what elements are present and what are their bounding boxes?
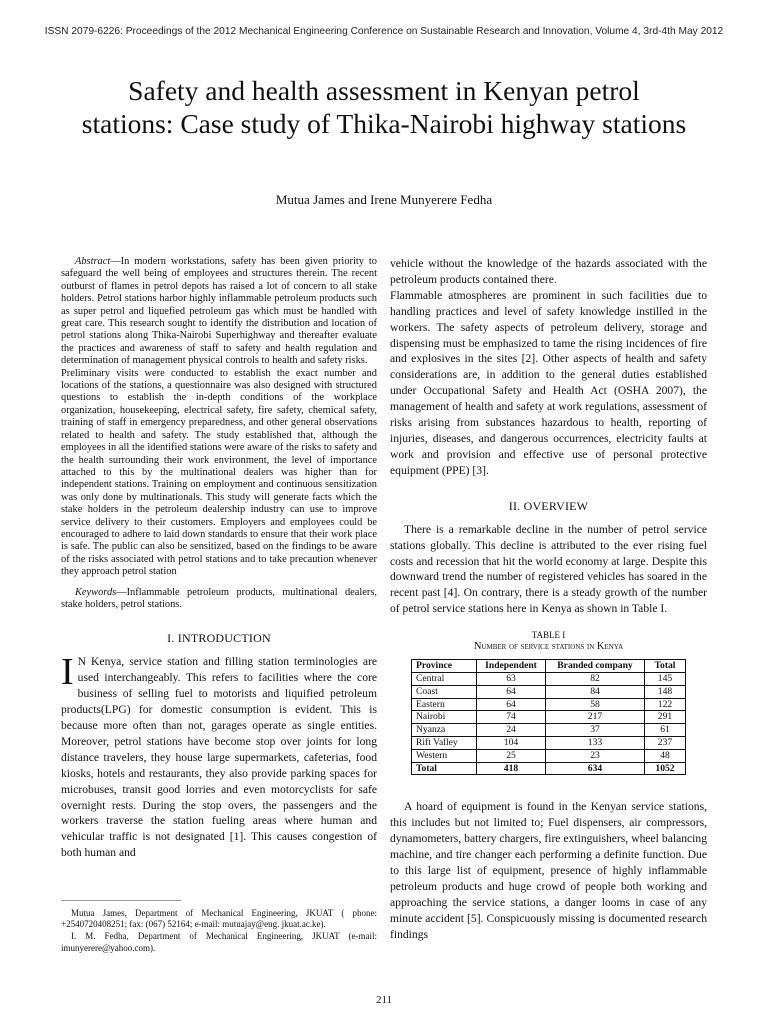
table-cell: Nyanza bbox=[412, 724, 477, 737]
footnote-first-author: Mutua James, Department of Mechanical Engineering, JKUAT ( phone: +2540720408251; fax: (067) 52164; e-mail: mutuajay@eng. jkuat.ac.ke). bbox=[61, 908, 377, 930]
abstract-paragraph-1 bbox=[61, 256, 377, 368]
table-cell: 145 bbox=[645, 672, 686, 685]
right-column bbox=[390, 256, 707, 942]
table-cell: 237 bbox=[645, 736, 686, 749]
keywords bbox=[61, 587, 377, 612]
table-row bbox=[412, 749, 686, 762]
table-cell: 63 bbox=[477, 672, 546, 685]
table-row bbox=[412, 698, 686, 711]
column-header-province: Province bbox=[412, 660, 477, 673]
table-cell: 58 bbox=[546, 698, 645, 711]
table-cell: 217 bbox=[546, 711, 645, 724]
table-header-row bbox=[412, 660, 686, 673]
table-cell: 291 bbox=[645, 711, 686, 724]
table-cell: Rift Valley bbox=[412, 736, 477, 749]
table-cell: 104 bbox=[477, 736, 546, 749]
section-heading-introduction: I. INTRODUCTION bbox=[167, 631, 271, 646]
table-cell: 148 bbox=[645, 685, 686, 698]
table-cell: 64 bbox=[477, 698, 546, 711]
table-row bbox=[412, 711, 686, 724]
table-cell: Total bbox=[412, 762, 477, 775]
footnotes bbox=[61, 908, 377, 955]
table-cell: 23 bbox=[546, 749, 645, 762]
drop-cap: I bbox=[61, 651, 74, 694]
table-cell: 37 bbox=[546, 724, 645, 737]
abstract bbox=[61, 256, 377, 579]
keywords-text: —Inflammable petroleum products, multinational dealers, stake holders, petrol stations. bbox=[61, 586, 377, 610]
section-heading-overview: II. OVERVIEW bbox=[508, 498, 589, 513]
left-column bbox=[61, 256, 377, 861]
abstract-text-1: —In modern workstations, safety has been given priority to safeguard the well being of employees and structures therein. The recent outburst of flames in petrol depots has raised a lot of concern to all stake holders. Petrol stations harbor highly inflammable petroleum products such as super petrol and liquefied petroleum gas which must be handled with great care. This research sought to identify the distribution and location of petrol stations along Thika-Nairobi Superhighway and thereafter evaluate the practices and awareness of staff to safety and health regulation and determination of management physical controls to health and safety risks. bbox=[61, 256, 377, 367]
table-cell: Nairobi bbox=[412, 711, 477, 724]
table-row bbox=[412, 724, 686, 737]
introduction-text: N Kenya, service station and filling station terminologies are used interchangeably. This refers to facilities where the core business of selling fuel to motorists and liquified petroleum products(LPG) for domestic consumption is evident. This is because more often than not, garages operate as single entities. Moreover, petrol stations have become stop over joints for long distance travelers, they house large supermarkets, cafeterias, food kiosks, hotels and restaurants, they also provide parking spaces for microbuses, transit good lorries and even motorcyclists for safe overnight rests. During the stop overs, the passengers and the workers traverse the station fueling areas where human and vehicular traffic is not designated [1]. This causes congestion of both human and bbox=[61, 655, 377, 860]
table-cell: 48 bbox=[645, 749, 686, 762]
table-row bbox=[412, 736, 686, 749]
table-cell: 634 bbox=[546, 762, 645, 775]
column-header-total: Total bbox=[645, 660, 686, 673]
table-cell: 24 bbox=[477, 724, 546, 737]
footnote-second-author: I. M. Fedha, Department of Mechanical Engineering, JKUAT (e-mail: imunyerere@yahoo.com). bbox=[61, 931, 377, 953]
table-cell: 133 bbox=[546, 736, 645, 749]
keywords-lead: Keywords bbox=[75, 586, 117, 598]
table-title: Number of service stations in Kenya bbox=[473, 641, 624, 653]
table-cell: 64 bbox=[477, 685, 546, 698]
table-cell: Western bbox=[412, 749, 477, 762]
introduction-paragraph bbox=[61, 651, 377, 861]
abstract-lead: Abstract bbox=[75, 256, 111, 267]
paper-title: Safety and health assessment in Kenyan petrol stations: Case study of Thika-Nairobi highway stations bbox=[81, 75, 687, 139]
page-number: 211 bbox=[375, 994, 393, 1006]
table-cell: 84 bbox=[546, 685, 645, 698]
table-label: TABLE I bbox=[531, 630, 566, 641]
table-cell: Eastern bbox=[412, 698, 477, 711]
table-cell: Coast bbox=[412, 685, 477, 698]
table-row bbox=[412, 685, 686, 698]
body-paragraph-2: Flammable atmospheres are prominent in such facilities due to handling practices and level of safety knowledge instilled in the workers. The safety aspects of petroleum delivery, storage and dispensing must be emphasized to tame the rising incidences of fire and explosives in the sites [2]. Other aspects of health and safety considerations are, in addition to the general duties established under Occupational Safety and Health Act (OSHA 2007), the management of health and safety at work regulations, assessment of risks arising from substances hazardous to health, reporting of injuries, diseases, and dangerous occurrences, electricity faults at work and provision and effective use of personal protective equipment (PPE) [3]. bbox=[390, 288, 707, 477]
body-paragraph-1: vehicle without the knowledge of the hazards associated with the petroleum products contained there. bbox=[390, 257, 707, 286]
table-cell: 1052 bbox=[645, 762, 686, 775]
column-header-independent: Independent bbox=[477, 660, 546, 673]
table-cell: 122 bbox=[645, 698, 686, 711]
service-stations-table bbox=[411, 659, 686, 775]
table-cell: 82 bbox=[546, 672, 645, 685]
column-header-branded: Branded company bbox=[546, 660, 645, 673]
footnote-divider bbox=[61, 900, 181, 901]
table-cell: 74 bbox=[477, 711, 546, 724]
table-cell: Central bbox=[412, 672, 477, 685]
table-cell: 61 bbox=[645, 724, 686, 737]
table-caption bbox=[390, 629, 707, 653]
overview-paragraph: There is a remarkable decline in the number of petrol service stations globally. This decline is attributed to the ever rising fuel costs and recession that hit the world economy at large. Despite this downward trend the number of registered vehicles has soared in the recent past [4]. On contrary, there is a steady growth of the number of petrol service stations here in Kenya as shown in Table I. bbox=[390, 522, 707, 616]
abstract-text-2: Preliminary visits were conducted to establish the exact number and locations of the stations, a questionnaire was also designed with structured questions to establish the in-depth conditions of the workplace organization, housekeeping, electrical safety, fire safety, chemical safety, training of staff in emergency preparedness, and other general observations related to health and safety. The study established that, although the employees in all the identified stations were aware of the risks to safety and the health surrounding their work environment, the level of importance attached to this by the multinational dealers was higher than for independent stations. Training on employment and continuous sensitization was only done by multinationals. This study will generate facts which the stake holders in the petroleum dealership industry can use to improve service delivery to their customers. Employers and employees could be encouraged to adhere to laid down standards to ensure that their work place is safe. The public can also be sensitized, based on the findings to be aware of the risks associated with petrol stations and to take precaution whenever they approach petrol station bbox=[61, 367, 377, 578]
table-total-row bbox=[412, 762, 686, 775]
equipment-paragraph: A hoard of equipment is found in the Kenyan service stations, this includes but not limited to; Fuel dispensers, air compressors, dynamometers, battery chargers, fire extinguishers, wheel balancing machine, and tire changer each performing a definite function. Due to this large list of equipment, presence of highly inflammable petroleum products and huge crowd of people both working and approaching the service stations, a danger looms in case of any minute accident [5]. Conspicuously missing is documented research findings bbox=[390, 800, 707, 941]
table-cell: 418 bbox=[477, 762, 546, 775]
running-header: ISSN 2079-6226: Proceedings of the 2012 Mechanical Engineering Conference on Sustainable Research and Innovation, Volume 4, 3rd-4th May 2012 bbox=[44, 26, 724, 37]
table-cell: 25 bbox=[477, 749, 546, 762]
table-row bbox=[412, 672, 686, 685]
author-list: Mutua James and Irene Munyerere Fedha bbox=[275, 192, 493, 207]
